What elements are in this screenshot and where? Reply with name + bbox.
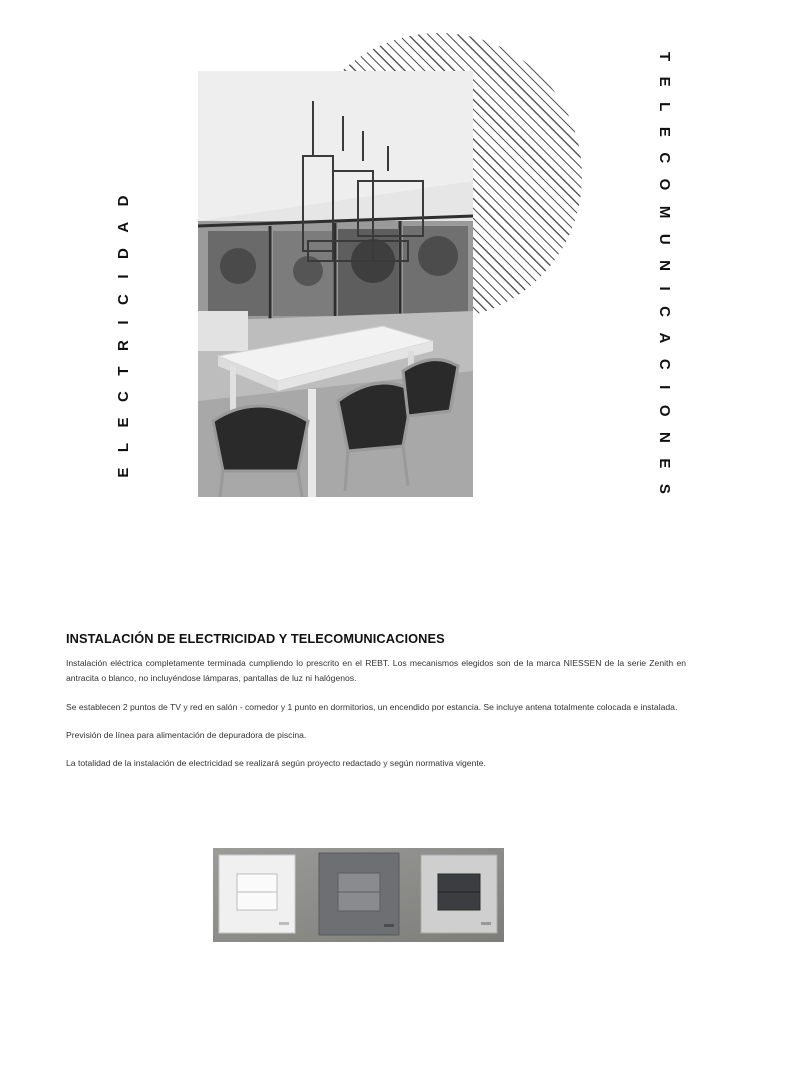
paragraph-regulation: La totalidad de la instalación de electricidad se realizará según proyecto redactado y según normativa vigente. [66,758,486,769]
light-switches-photo [213,848,504,942]
paragraph-tv-network: Se establecen 2 puntos de TV y red en salón - comedor y 1 punto en dormitorios, un encendido por estancia. Se incluye antena totalmente colocada e instalada. [66,701,678,712]
section-title: INSTALACIÓN DE ELECTRICIDAD Y TELECOMUNICACIONES [66,631,445,646]
dining-room-photo [198,71,473,497]
electricidad-vertical-label: ELECTRICIDAD [115,180,132,478]
telecomunicaciones-vertical-label: TELECOMUNICACIONES [656,52,673,510]
paragraph-electrical: Instalación eléctrica completamente terminada cumpliendo lo prescrito en el REBT. Los mecanismos elegidos son de la marca NIESSEN de la serie Zenith en antracita o blanco, no incluyéndose lámparas, pantallas de luz ni halógenos. [66,658,686,684]
paragraph-pool: Previsión de línea para alimentación de depuradora de piscina. [66,729,307,740]
installation-section [66,631,686,784]
